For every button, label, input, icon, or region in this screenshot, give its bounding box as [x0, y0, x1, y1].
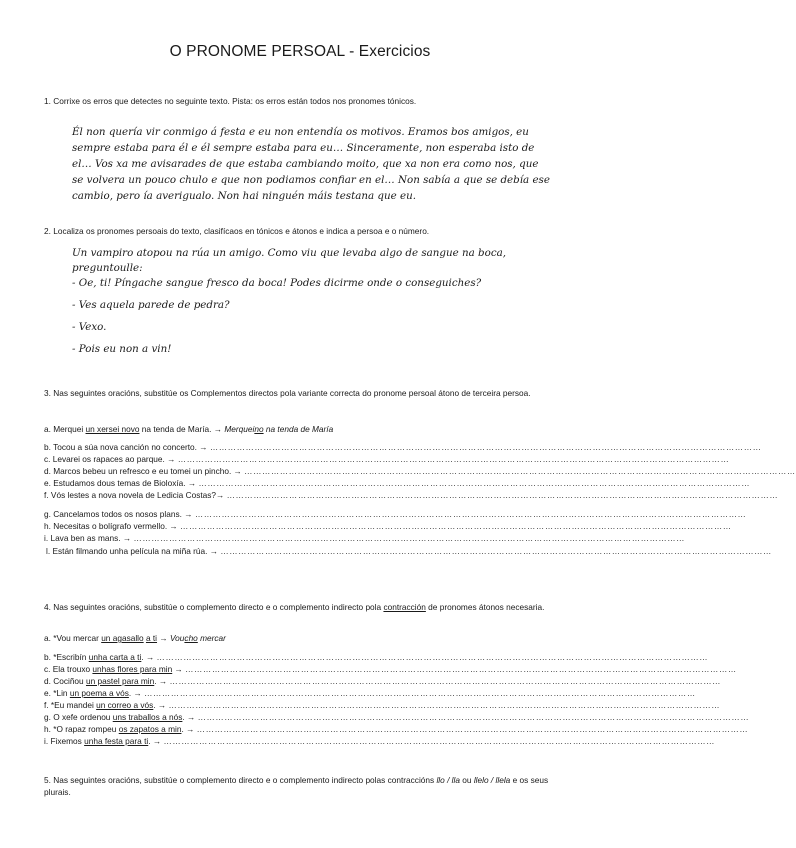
exercise-3-item[interactable]: f. Vós lestes a nova novela de Ledicia Costas?→ …………………………………………………………………………………………………………………………………………………………………… — [44, 490, 779, 500]
exercise-3-example: a. Merquei un xersei novo na tenda de María. → Merqueino na tenda de María — [44, 424, 334, 434]
exercise-2-line: - Ves aquela parede de pedra? — [72, 299, 230, 311]
exercise-3-item[interactable]: i. Lava ben as mans. → …………………………………………………………………………………………………………………………………………………………………… — [44, 533, 686, 543]
exercise-2-line: - Oe, ti! Píngache sangue fresco da boca! Podes dicirme onde o conseguiches? — [72, 277, 482, 289]
exercise-3-item[interactable]: c. Levarei os rapaces ao parque. → …………………………………………………………………………………………………………………………………………………………………… — [44, 454, 730, 464]
exercise-4-item[interactable]: f. *Eu mandei un correo a vós. → …………………………………………………………………………………………………………………………………………………………………… — [44, 700, 721, 710]
exercise-4-item[interactable]: i. Fixemos unha festa para ti. → …………………………………………………………………………………………………………………………………………………………………… — [44, 736, 716, 746]
answer-line[interactable]: …………………………………………………………………………………………………………………………………………………………………… — [163, 736, 716, 746]
exercise-4-example: a. *Vou mercar un agasallo a ti → Voucho mercar — [44, 633, 226, 643]
answer-line[interactable]: …………………………………………………………………………………………………………………………………………………………………… — [168, 700, 721, 710]
exercise-4-item[interactable]: c. Ela trouxo unhas flores para min → …………………………………………………………………………………………………………………………………………………………………… — [44, 664, 737, 674]
exercise-3-item[interactable]: b. Tocou a súa nova canción no concerto. → …………………………………………………………………………………………………………………………………………………………………… — [44, 442, 762, 452]
exercise-1-instruction: 1. Corrixe os erros que detectes no seguinte texto. Pista: os erros están todos nos pronomes tónicos. — [44, 96, 417, 106]
answer-line[interactable]: …………………………………………………………………………………………………………………………………………………………………… — [226, 490, 779, 500]
answer-line[interactable]: …………………………………………………………………………………………………………………………………………………………………… — [133, 533, 686, 543]
exercise-4-item[interactable]: g. O xefe ordenou uns traballos a nós. → …………………………………………………………………………………………………………………………………………………………………… — [44, 712, 750, 722]
exercise-1-text: Él non quería vir conmigo á festa e eu non entendía os motivos. Eramos bos amigos, eu sempre estaba para él e él sempre estaba para eu… Sinceramente, non esperaba isto de el… Vos xa me avisarades de que estaba cambiando moito, que xa non era como nos, que se volvera un pouco chulo e que non podiamos confiar en el… Non sabía a que se debía ese cambio, pero ía averigualo. Non hai ninguén máis testana que eu. — [72, 126, 550, 203]
exercise-5-instruction: 5. Nas seguintes oracións, substitúe o complemento directo e o complemento indirecto polas contraccións llo / lla ou llelo / llela e os seus plurais. — [44, 775, 549, 797]
answer-line[interactable]: …………………………………………………………………………………………………………………………………………………………………… — [196, 724, 749, 734]
answer-line[interactable]: …………………………………………………………………………………………………………………………………………………………………… — [220, 546, 772, 556]
exercise-4-item[interactable]: e. *Lin un poema a vós. → …………………………………………………………………………………………………………………………………………………………………… — [44, 688, 696, 698]
answer-line[interactable]: …………………………………………………………………………………………………………………………………………………………………… — [169, 676, 722, 686]
exercise-4-item[interactable]: d. Cociñou un pastel para min. → …………………………………………………………………………………………………………………………………………………………………… — [44, 676, 722, 686]
page-title: O PRONOME PERSOAL - Exercicios — [169, 43, 431, 60]
exercise-3-item[interactable]: e. Estudamos dous temas de Bioloxía. → …………………………………………………………………………………………………………………………………………………………………… — [44, 478, 751, 488]
answer-line[interactable]: …………………………………………………………………………………………………………………………………………………………………… — [244, 466, 796, 476]
answer-line[interactable]: …………………………………………………………………………………………………………………………………………………………………… — [194, 509, 747, 519]
exercise-3-item[interactable]: l. Están filmando unha película na miña rúa. → …………………………………………………………………………………………………………………………………………………………………… — [46, 546, 772, 556]
answer-line[interactable]: …………………………………………………………………………………………………………………………………………………………………… — [185, 664, 737, 674]
exercise-3-item[interactable]: d. Marcos bebeu un refresco e eu tomei un pincho. → …………………………………………………………………………………………………………………………………………………………………… — [44, 466, 796, 476]
exercise-2-line: Un vampiro atopou na rúa un amigo. Como viu que levaba algo de sangue na boca, preguntoulle: — [72, 247, 507, 274]
exercise-4-item[interactable]: h. *O rapaz rompeu os zapatos a min. → …………………………………………………………………………………………………………………………………………………………………… — [44, 724, 749, 734]
exercise-2-line: - Pois eu non a vin! — [72, 343, 172, 355]
exercise-2-line: - Vexo. — [72, 321, 107, 333]
answer-line[interactable]: …………………………………………………………………………………………………………………………………………………………………… — [177, 454, 730, 464]
exercise-4-item[interactable]: b. *Escribín unha carta a ti. → …………………………………………………………………………………………………………………………………………………………………… — [44, 652, 709, 662]
answer-line[interactable]: …………………………………………………………………………………………………………………………………………………………………… — [198, 478, 751, 488]
answer-line[interactable]: …………………………………………………………………………………………………………………………………………………………………… — [144, 688, 696, 698]
exercise-4-instruction: 4. Nas seguintes oracións, substitúe o complemento directo e o complemento indirecto pola contracción de pronomes átonos necesaria. — [44, 602, 545, 612]
exercise-3-item[interactable]: h. Necesitas o bolígrafo vermello. → …………………………………………………………………………………………………………………………………………………………………… — [44, 521, 732, 531]
answer-line[interactable]: …………………………………………………………………………………………………………………………………………………………………… — [197, 712, 750, 722]
answer-line[interactable]: …………………………………………………………………………………………………………………………………………………………………… — [180, 521, 732, 531]
answer-line[interactable]: …………………………………………………………………………………………………………………………………………………………………… — [156, 652, 709, 662]
exercise-3-item[interactable]: g. Cancelamos todos os nosos plans. → …………………………………………………………………………………………………………………………………………………………………… — [44, 509, 747, 519]
answer-line[interactable]: …………………………………………………………………………………………………………………………………………………………………… — [209, 442, 762, 452]
exercise-2-text — [72, 246, 552, 357]
exercise-2-instruction: 2. Localiza os pronomes persoais do texto, clasifícaos en tónicos e átonos e indica a persoa e o número. — [44, 226, 430, 236]
exercise-3-instruction: 3. Nas seguintes oracións, substitúe os Complementos directos pola variante correcta do pronome persoal átono de terceira persoa. — [44, 388, 531, 398]
